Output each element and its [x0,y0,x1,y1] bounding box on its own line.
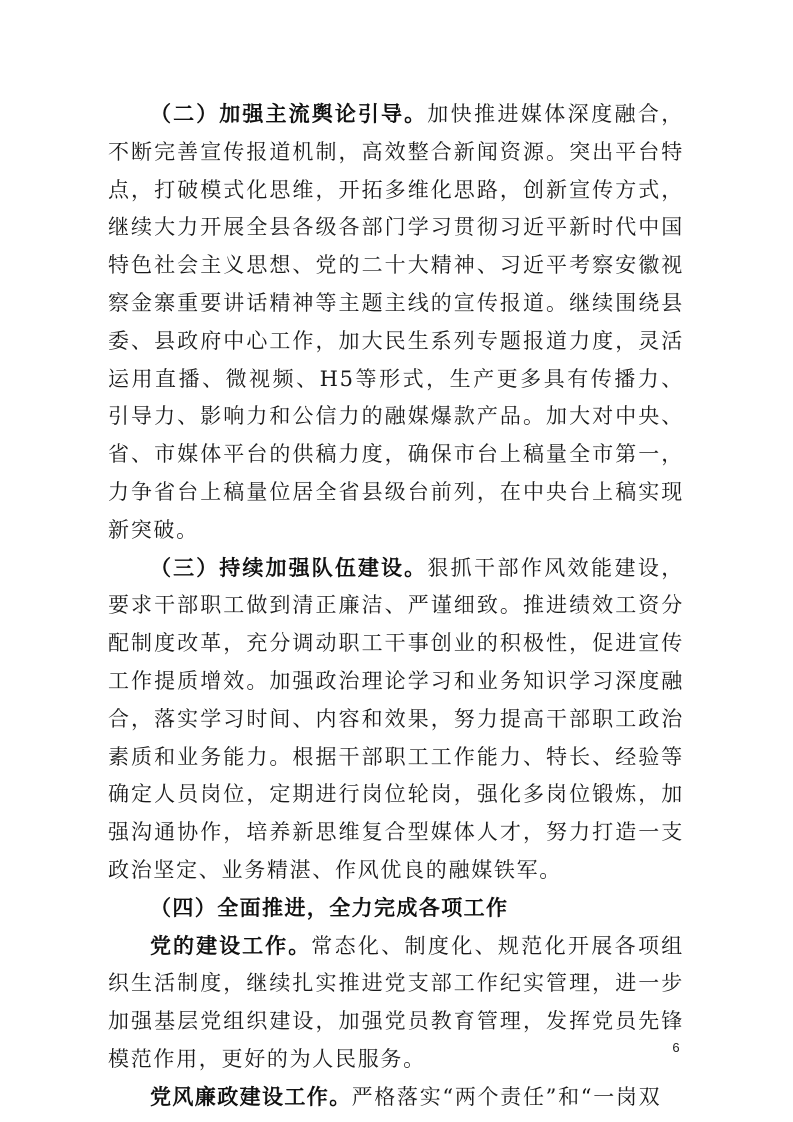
paragraph-heading: 党的建设工作。 [150,933,312,958]
paragraph-text: 常态化、制度化、规范化开展各项组织生活制度，继续扎实推进党支部工作纪实管理，进一步加强基层党组织建设，加强党员教育管理，发挥党员先锋模范作用，更好的为人民服务。 [108,933,684,1071]
paragraph-party-building [108,928,684,1079]
paragraph-heading: （四）全面推进，全力完成各项工作 [150,895,509,920]
paragraph-text: 加快推进媒体深度融合，不断完善宣传报道机制，高效整合新闻资源。突出平台特点，打破模式化思维，开拓多维化思路，创新宣传方式，继续大力开展全县各级各部门学习贯彻习近平新时代中国特色社会主义思想、党的二十大精神、习近平考察安徽视察金寨重要讲话精神等主题主线的宣传报道。继续围绕县委、县政府中心工作，加大民生系列专题报道力度，灵活运用直播、微视频、H5等形式，生产更多具有传播力、引导力、影响力和公信力的融媒爆款产品。加大对中央、省、市媒体平台的供稿力度，确保市台上稿量全市第一，力争省台上稿量位居全省县级台前列，在中央台上稿实现新突破。 [108,102,684,542]
paragraph-text: 狠抓干部作风效能建设，要求干部职工做到清正廉洁、严谨细致。推进绩效工资分配制度改革，充分调动职工干事创业的积极性，促进宣传工作提质增效。加强政治理论学习和业务知识学习深度融合，落实学习时间、内容和效果，努力提高干部职工政治素质和业务能力。根据干部职工工作能力、特长、经验等确定人员岗位，定期进行岗位轮岗，强化多岗位锻炼，加强沟通协作，培养新思维复合型媒体人才，努力打造一支政治坚定、业务精湛、作风优良的融媒铁军。 [108,555,684,882]
page-number: 6 [672,1040,680,1055]
paragraph-heading: （二）加强主流舆论引导。 [150,102,428,126]
document-body [108,96,684,1117]
paragraph-strengthen-public-opinion [108,96,684,550]
paragraph-clean-governance [108,1079,684,1117]
paragraph-heading: 党风廉政建设工作。 [150,1084,352,1109]
paragraph-heading: （三）持续加强队伍建设。 [150,555,428,580]
paragraph-team-building [108,550,684,890]
paragraph-text: 严格落实“两个责任”和“一岗双 [351,1084,662,1109]
paragraph-comprehensive-advance [108,890,684,928]
